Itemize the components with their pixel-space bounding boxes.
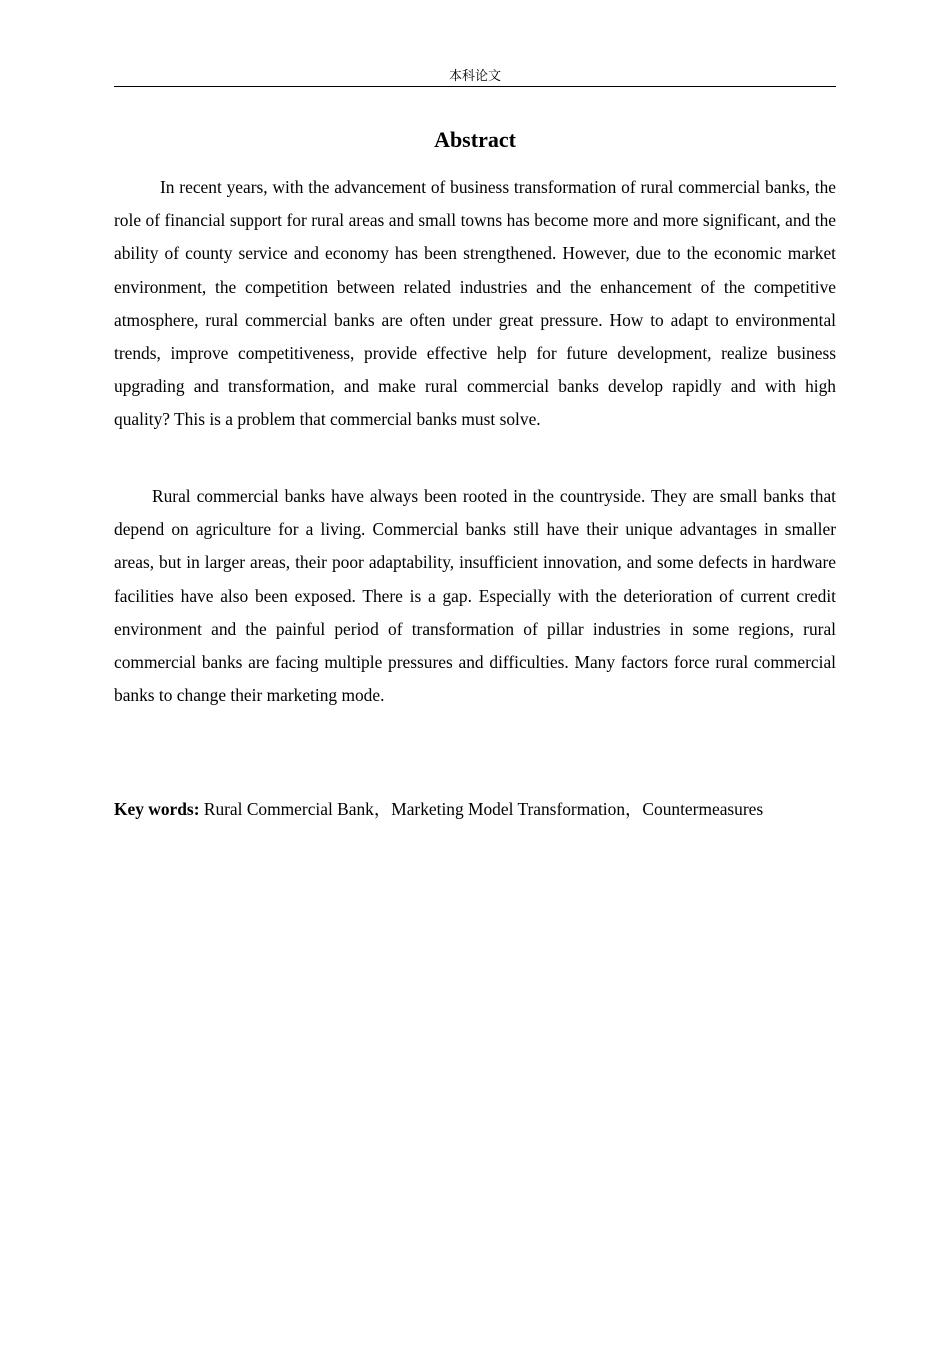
keywords-text: Rural Commercial Bank，Marketing Model Transformation，Countermeasures	[199, 799, 764, 819]
abstract-title: Abstract	[434, 127, 516, 152]
keywords-label: Key words:	[114, 799, 200, 819]
abstract-paragraph-1: In recent years, with the advancement of business transformation of rural commercial banks, the role of financial support for rural areas and small towns has become more and more significant, and the ability of county service and economy has been strengthened. However, due to the economic market environment, the competition between related industries and the enhancement of the competitive atmosphere, rural commercial banks are often under great pressure. How to adapt to environmental trends, improve competitiveness, provide effective help for future development, realize business upgrading and transformation, and make rural commercial banks develop rapidly and with high quality? This is a problem that commercial banks must solve.	[114, 177, 836, 430]
header-rule	[114, 86, 836, 87]
running-header: 本科论文	[448, 68, 501, 83]
keywords-line	[114, 794, 854, 824]
abstract-paragraph-2: Rural commercial banks have always been rooted in the countryside. They are small banks that depend on agriculture for a living. Commercial banks still have their unique advantages in smaller areas, but in larger areas, their poor adaptability, insufficient innovation, and some defects in hardware facilities have also been exposed. There is a gap. Especially with the deterioration of current credit environment and the painful period of transformation of pillar industries in some regions, rural commercial banks are facing multiple pressures and difficulties. Many factors force rural commercial banks to change their marketing mode.	[114, 486, 836, 706]
